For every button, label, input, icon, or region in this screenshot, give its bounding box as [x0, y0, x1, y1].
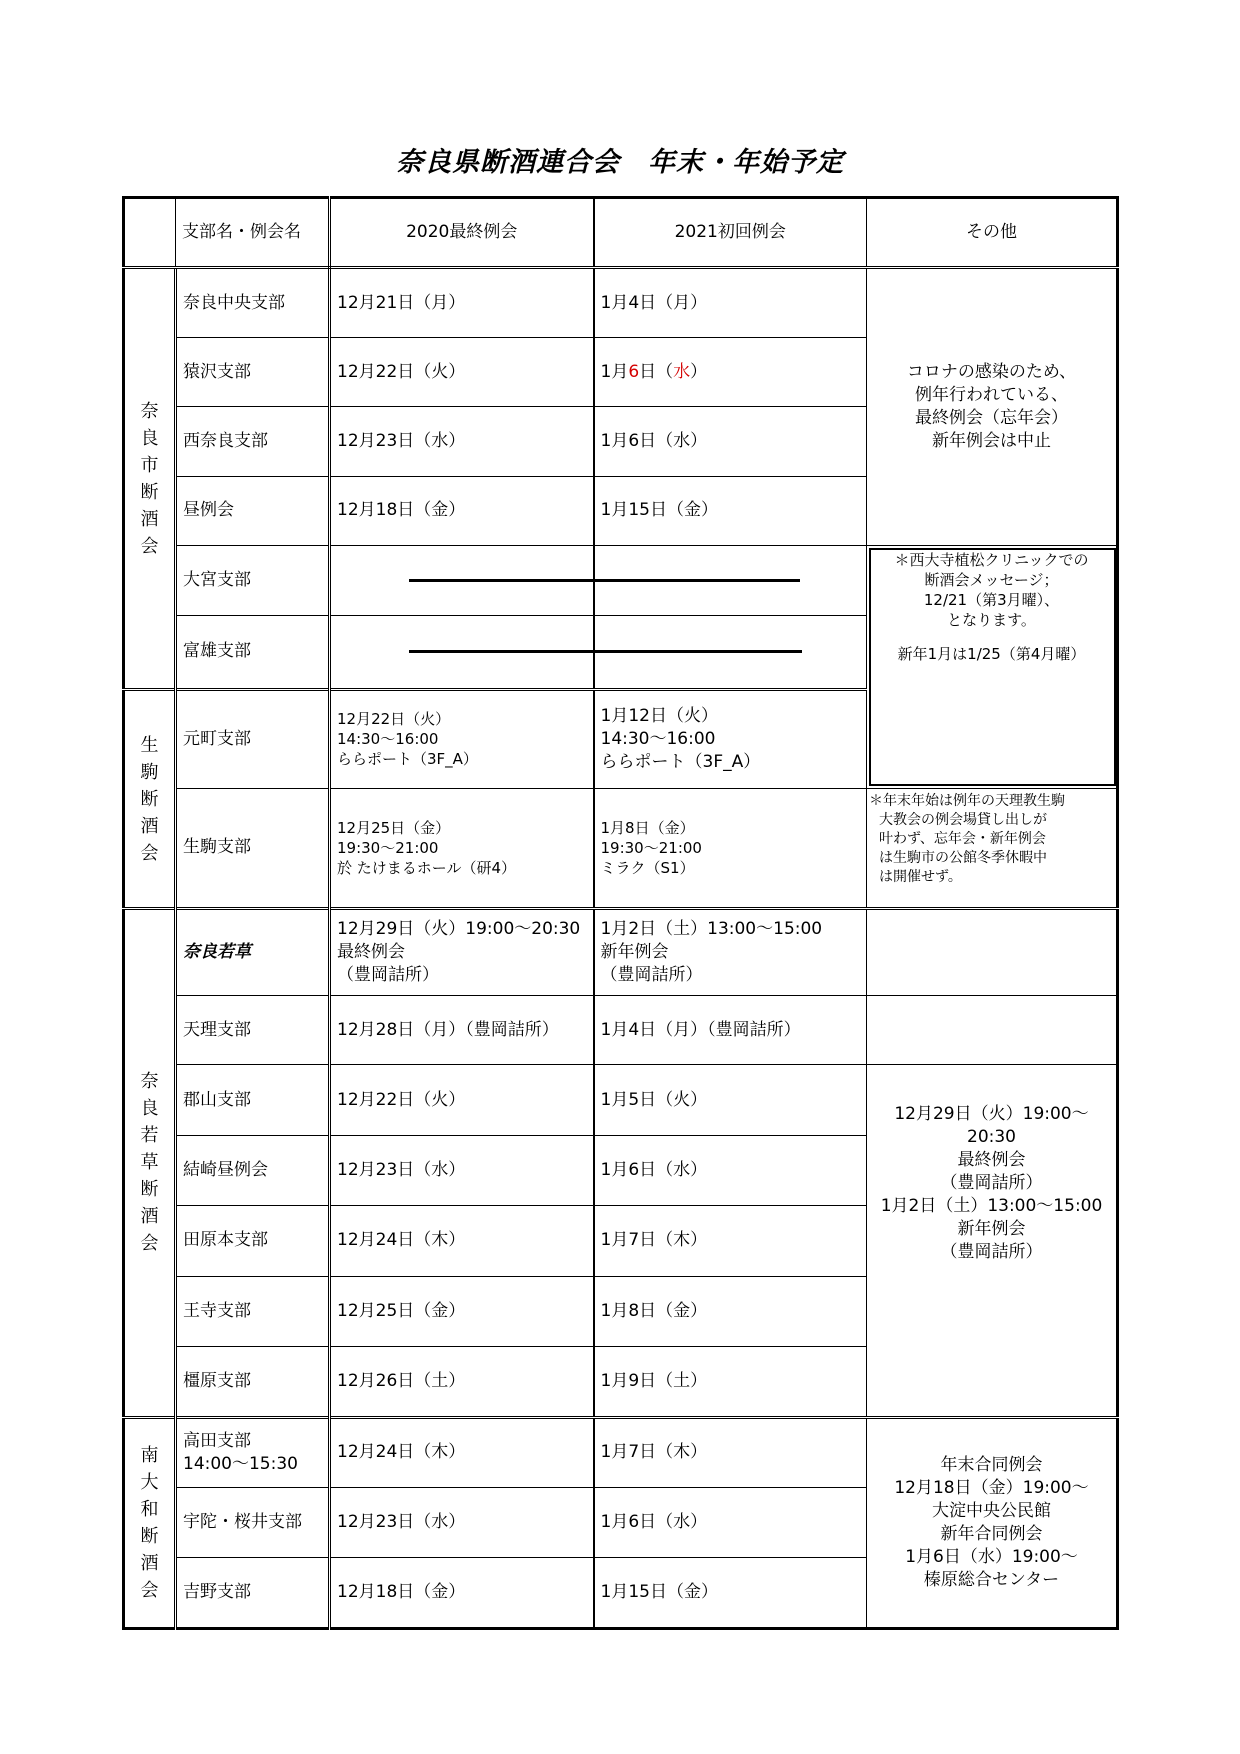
header-2021-first: 2021初回例会 [594, 198, 867, 268]
note-corona: コロナの感染のため、 例年行われている、 最終例会（忘年会） 新年例会は中止 [867, 268, 1118, 546]
header-group-cell [124, 198, 176, 268]
branch-name: 奈良中央支部 [176, 268, 330, 337]
branch-name: 王寺支部 [176, 1276, 330, 1346]
last-meeting-2020: 12月22日（火） 14:30～16:00 ららポート（3F_A） [330, 690, 594, 789]
note-tenri: ＊年末年始は例年の天理教生駒 大教会の例会場貸し出しが 叶わず、忘年会・新年例会 は生駒市の公館冬季休暇中 は開催せず。 [867, 788, 1118, 909]
branch-name: 橿原支部 [176, 1347, 330, 1417]
branch-name: 郡山支部 [176, 1065, 330, 1135]
first-meeting-2021: 1月4日（月）（豊岡詰所） [594, 995, 867, 1064]
last-meeting-2020: 12月29日（火）19:00～20:30 最終例会 （豊岡詰所） [330, 909, 594, 996]
first-meeting-2021: 1月12日（火） 14:30～16:00 ららポート（3F_A） [594, 690, 867, 789]
table-row [124, 995, 1118, 1064]
last-meeting-2020: 12月18日（金） [330, 476, 594, 545]
first-meeting-2021: 1月6日（水） [594, 407, 867, 476]
last-meeting-2020: 12月23日（水） [330, 1487, 594, 1557]
no-meeting-line [330, 615, 594, 689]
no-meeting-line [594, 615, 867, 689]
branch-name: 天理支部 [176, 995, 330, 1064]
branch-name: 富雄支部 [176, 615, 330, 689]
group-label-nara-city: 奈良市断酒会 [124, 268, 176, 690]
last-meeting-2020: 12月18日（金） [330, 1558, 594, 1629]
header-name: 支部名・例会名 [176, 198, 330, 268]
note-empty [867, 995, 1118, 1064]
first-meeting-2021: 1月4日（月） [594, 268, 867, 337]
header-2020-last: 2020最終例会 [330, 198, 594, 268]
branch-name: 元町支部 [176, 690, 330, 789]
first-meeting-2021: 1月6日（水） [594, 1135, 867, 1205]
branch-name: 大宮支部 [176, 546, 330, 615]
last-meeting-2020: 12月25日（金） [330, 1276, 594, 1346]
branch-name: 昼例会 [176, 476, 330, 545]
first-meeting-2021: 1月7日（木） [594, 1417, 867, 1487]
branch-name: 吉野支部 [176, 1558, 330, 1629]
branch-name: 生駒支部 [176, 788, 330, 909]
last-meeting-2020: 12月24日（木） [330, 1417, 594, 1487]
header-row [124, 198, 1118, 268]
first-meeting-2021: 1月2日（土）13:00～15:00 新年例会 （豊岡詰所） [594, 909, 867, 996]
note-minami: 年末合同例会 12月18日（金）19:00～ 大淀中央公民館 新年合同例会 1月6日（水）19:00～ 榛原総合センター [867, 1417, 1118, 1629]
first-meeting-2021: 1月7日（木） [594, 1206, 867, 1276]
first-meeting-2021: 1月6日（水） [594, 337, 867, 406]
schedule-table [122, 196, 1119, 1630]
note-empty [867, 909, 1118, 996]
last-meeting-2020: 12月25日（金） 19:30～21:00 於 たけまるホール（研4） [330, 788, 594, 909]
group-label-ikoma: 生駒断酒会 [124, 690, 176, 909]
last-meeting-2020: 12月26日（土） [330, 1347, 594, 1417]
branch-name: 奈良若草 [176, 909, 330, 996]
first-meeting-2021: 1月8日（金） 19:30～21:00 ミラク（S1） [594, 788, 867, 909]
last-meeting-2020: 12月21日（月） [330, 268, 594, 337]
branch-name: 田原本支部 [176, 1206, 330, 1276]
group-label-wakakusa: 奈良若草断酒会 [124, 909, 176, 1417]
page-title: 奈良県断酒連合会 年末・年始予定 [396, 147, 844, 178]
last-meeting-2020: 12月23日（水） [330, 407, 594, 476]
no-meeting-line [330, 546, 594, 615]
table-row [124, 268, 1118, 337]
table-row [124, 909, 1118, 996]
first-meeting-2021: 1月5日（火） [594, 1065, 867, 1135]
branch-name: 西奈良支部 [176, 407, 330, 476]
table-row [124, 1065, 1118, 1135]
first-meeting-2021: 1月15日（金） [594, 1558, 867, 1629]
branch-name: 宇陀・桜井支部 [176, 1487, 330, 1557]
table-row [124, 546, 1118, 615]
last-meeting-2020: 12月22日（火） [330, 1065, 594, 1135]
branch-name: 高田支部 14:00～15:30 [176, 1417, 330, 1487]
note-saidaiji: ＊西大寺植松クリニックでの 断酒会メッセージ； 12/21（第3月曜）、 となります。 新年1月は1/25（第4月曜） [867, 546, 1118, 788]
branch-name: 猿沢支部 [176, 337, 330, 406]
header-other: その他 [867, 198, 1118, 268]
first-meeting-2021: 1月6日（水） [594, 1487, 867, 1557]
first-meeting-2021: 1月15日（金） [594, 476, 867, 545]
last-meeting-2020: 12月22日（火） [330, 337, 594, 406]
group-label-minami: 南大和断酒会 [124, 1417, 176, 1629]
last-meeting-2020: 12月23日（水） [330, 1135, 594, 1205]
last-meeting-2020: 12月24日（木） [330, 1206, 594, 1276]
table-row [124, 788, 1118, 909]
note-wakakusa: 12月29日（火）19:00～20:30 最終例会 （豊岡詰所） 1月2日（土）13:00～15:00 新年例会 （豊岡詰所） [867, 1065, 1118, 1417]
branch-name: 結崎昼例会 [176, 1135, 330, 1205]
table-row [124, 1417, 1118, 1487]
first-meeting-2021: 1月9日（土） [594, 1347, 867, 1417]
last-meeting-2020: 12月28日（月）（豊岡詰所） [330, 995, 594, 1064]
no-meeting-line [594, 546, 867, 615]
first-meeting-2021: 1月8日（金） [594, 1276, 867, 1346]
